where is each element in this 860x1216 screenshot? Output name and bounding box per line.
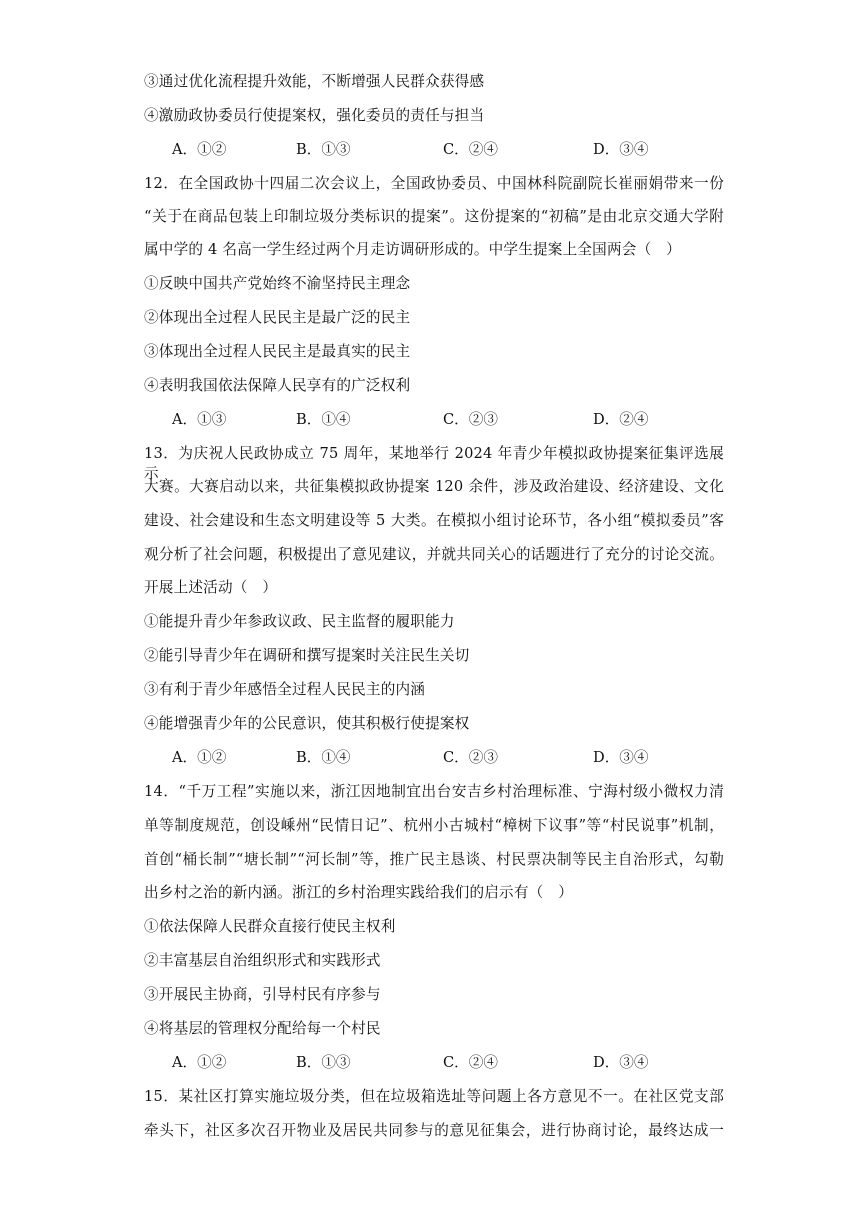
q11-statement-3: ③通过优化流程提升效能，不断增强人民群众获得感: [144, 73, 485, 90]
q11-option-b[interactable]: B．①③: [296, 141, 351, 158]
q11-option-d[interactable]: D．③④: [593, 141, 649, 158]
q13-options: [172, 748, 732, 768]
q14-stem-line-1: 14．“千万工程”实施以来，浙江因地制宜出台安吉乡村治理标准、宁海村级小微权力清: [144, 783, 724, 800]
q13-stem-line-5: 开展上述活动（ ）: [144, 579, 278, 596]
q14-statement-3: ③开展民主协商，引导村民有序参与: [144, 986, 381, 1003]
q14-option-c[interactable]: C．②④: [443, 1054, 498, 1071]
q12-options: [172, 410, 732, 430]
q13-statement-4: ④能增强青少年的公民意识，使其积极行使提案权: [144, 715, 470, 732]
q14-statement-1: ①依法保障人民群众直接行使民主权利: [144, 918, 396, 935]
q12-stem-line-3: 属中学的 4 名高一学生经过两个月走访调研形成的。中学生提案上全国两会（ ）: [144, 241, 681, 258]
q11-option-a[interactable]: A．①②: [172, 141, 227, 158]
q13-statement-3: ③有利于青少年感悟全过程人民民主的内涵: [144, 681, 426, 698]
q12-stem-line-2: “关于在商品包装上印制垃圾分类标识的提案”。这份提案的“初稿”是由北京交通大学附: [144, 208, 724, 225]
q14-stem-line-2: 单等制度规范，创设嵊州“民情日记”、杭州小古城村“樟树下议事”等“村民说事”机制，: [144, 817, 724, 834]
q14-stem-line-4: 出乡村之治的新内涵。浙江的乡村治理实践给我们的启示有（ ）: [144, 884, 574, 901]
q11-option-c[interactable]: C．②④: [443, 141, 498, 158]
q14-statement-4: ④将基层的管理权分配给每一个村民: [144, 1020, 381, 1037]
q12-statement-1: ①反映中国共产党始终不渝坚持民主理念: [144, 275, 411, 292]
q14-option-b[interactable]: B．①③: [296, 1054, 351, 1071]
q13-stem-line-3: 建设、社会建设和生态文明建设等 5 大类。在模拟小组讨论环节，各小组“模拟委员”客: [144, 512, 724, 529]
q13-option-c[interactable]: C．②③: [443, 749, 498, 766]
q14-stem-line-3: 首创“桶长制”“塘长制”“河长制”等，推广民主恳谈、村民票决制等民主自治形式，勾勒: [144, 851, 724, 868]
q14-statement-2: ②丰富基层自治组织形式和实践形式: [144, 952, 381, 969]
q12-stem-line-1: 12．在全国政协十四届二次会议上，全国政协委员、中国林科院副院长崔丽娟带来一份: [144, 175, 724, 192]
q12-option-b[interactable]: B．①④: [296, 411, 351, 428]
q12-statement-2: ②体现出全过程人民民主是最广泛的民主: [144, 309, 411, 326]
q13-stem-line-2: 大赛。大赛启动以来，共征集模拟政协提案 120 余件，涉及政治建设、经济建设、文化: [144, 478, 724, 495]
q11-statement-4: ④激励政协委员行使提案权，强化委员的责任与担当: [144, 107, 485, 124]
q14-option-d[interactable]: D．③④: [593, 1054, 649, 1071]
q14-option-a[interactable]: A．①②: [172, 1054, 227, 1071]
q12-option-a[interactable]: A．①③: [172, 411, 227, 428]
q13-stem-line-1: 13．为庆祝人民政协成立 75 周年，某地举行 2024 年青少年模拟政协提案征集评选展示: [144, 445, 724, 482]
q12-option-d[interactable]: D．②④: [593, 411, 649, 428]
q11-options: [172, 140, 732, 160]
q13-statement-1: ①能提升青少年参政议政、民主监督的履职能力: [144, 613, 455, 630]
q13-option-b[interactable]: B．①④: [296, 749, 351, 766]
q13-statement-2: ②能引导青少年在调研和撰写提案时关注民生关切: [144, 647, 470, 664]
q15-stem-line-2: 牵头下，社区多次召开物业及居民共同参与的意见征集会，进行协商讨论，最终达成一: [144, 1122, 724, 1139]
q13-option-a[interactable]: A．①②: [172, 749, 227, 766]
q15-stem-line-1: 15．某社区打算实施垃圾分类，但在垃圾箱选址等问题上各方意见不一。在社区党支部: [144, 1088, 724, 1105]
q14-options: [172, 1053, 732, 1073]
q12-option-c[interactable]: C．②③: [443, 411, 498, 428]
q12-statement-4: ④表明我国依法保障人民享有的广泛权利: [144, 377, 411, 394]
q13-option-d[interactable]: D．③④: [593, 749, 649, 766]
q12-statement-3: ③体现出全过程人民民主是最真实的民主: [144, 343, 411, 360]
q13-stem-line-4: 观分析了社会问题，积极提出了意见建议，并就共同关心的话题进行了充分的讨论交流。: [144, 546, 724, 563]
